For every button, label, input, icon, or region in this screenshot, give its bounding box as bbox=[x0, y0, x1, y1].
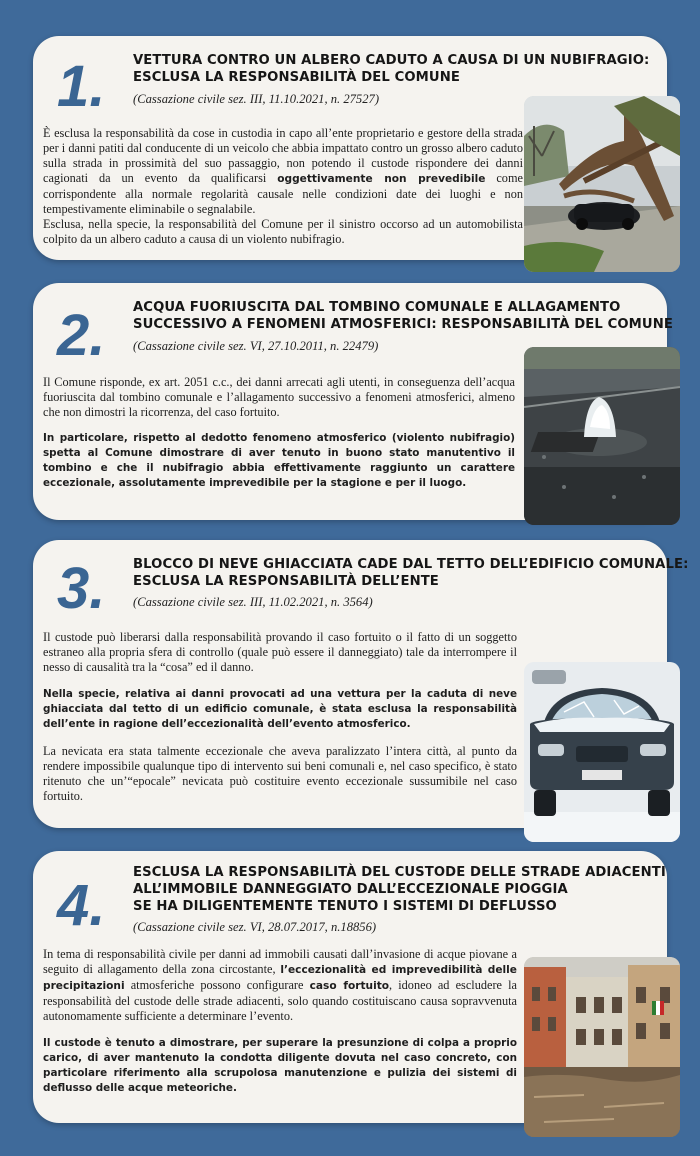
case-number: 3. bbox=[57, 556, 106, 621]
case-citation: (Cassazione civile sez. III, 11.02.2021, n. 3564) bbox=[133, 595, 373, 609]
case-body: È esclusa la responsabilità da cose in custodia in capo all’ente proprietario e gestore della strada per i danni patiti dal conducente di un veicolo che abbia impattato contro un grosso albero caduto sulla strada in prossimità del suo passaggio, non potendo il custode rispondere dei danni cagionati da un evento da qualificarsi oggettivamente non prevedibile come corrispondente alla normale regolarità causale nelle condizioni date dei luoghi e non tempestivamente eliminabile o segnalabile. Esclusa, nella specie, la responsabilità del Comune per il sinistro occorso ad un automobilista colpito da un albero caduto a causa di un violento nubifragio. bbox=[43, 126, 523, 246]
case-card-2 bbox=[33, 283, 673, 520]
fallen-tree-on-car-photo bbox=[524, 96, 680, 272]
case-body: In tema di responsabilità civile per danni ad immobili causati dall’invasione di acque piovane a seguito di allagamento della zona circostante, l’eccezionalità ed imprevedibilità delle precipitazioni atmosferiche possono configurare caso fortuito, idoneo ad escludere la responsabilità del custode delle strade adiacenti, solo quando costituiscano causa sopravvenuta autonomamente sufficiente a determinare l’evento. Il custode è tenuto a dimostrare, per superare la presunzione di colpa a proprio carico, di aver mantenuto la condotta diligente dovuta nel caso concreto, con particolare riferimento alla scrupolosa manutenzione e pulizia dei sistemi di deflusso delle acque meteoriche. bbox=[43, 947, 518, 1094]
case-number: 1. bbox=[57, 54, 106, 119]
case-card-1 bbox=[33, 36, 667, 260]
flooded-street-photo bbox=[524, 957, 680, 1137]
case-title: ESCLUSA LA RESPONSABILITÀ DEL CUSTODE DELLE STRADE ADIACENTI ALL’IMMOBILE DANNEGGIATO DALL’ECCEZIONALE PIOGGIA SE HA DILIGENTEMENTE TENUTO I SISTEMI DI DEFLUSSO bbox=[133, 865, 666, 914]
case-citation: (Cassazione civile sez. III, 11.10.2021, n. 27527) bbox=[133, 92, 380, 106]
case-body: Il Comune risponde, ex art. 2051 c.c., dei danni arrecati agli utenti, in conseguenza dell’acqua fuoriuscita dal tombino comunale e l’allagamento successivo a fenomeni atmosferici, almeno che non dimostri la ricorrenza, del caso fortuito. In particolare, rispetto al dedotto fenomeno atmosferico (violento nubifragio) spetta al Comune dimostrare di aver tenuto in buono stato manutentivo il tombino e che il nubifragio abbia effettivamente raggiunto un carattere eccezionale, assolutamente imprevedibile per la stagione e per il luogo. bbox=[43, 375, 515, 489]
case-card-3 bbox=[33, 540, 689, 828]
case-number: 4. bbox=[57, 873, 106, 938]
case-citation: (Cassazione civile sez. VI, 28.07.2017, n.18856) bbox=[133, 920, 377, 934]
case-title: BLOCCO DI NEVE GHIACCIATA CADE DAL TETTO DELL’EDIFICIO COMUNALE: ESCLUSA LA RESPONSABILITÀ DELL’ENTE bbox=[133, 557, 689, 589]
overflowing-manhole-photo bbox=[524, 347, 680, 525]
case-title: VETTURA CONTRO UN ALBERO CADUTO A CAUSA DI UN NUBIFRAGIO: ESCLUSA LA RESPONSABILITÀ DEL COMUNE bbox=[133, 53, 650, 85]
case-body: Il custode può liberarsi dalla responsabilità provando il caso fortuito o il fatto di un soggetto estraneo alla propria sfera di controllo (quale può essere il danneggiato) tale da interrompere il nesso di causalità tra la “cosa” ed il danno. Nella specie, relativa ai danni provocati ad una vettura per la caduta di neve ghiacciata dal tetto di un edificio comunale, è stata esclusa la responsabilità dell’ente in ragione dell’eccezionalità dell’evento atmosferico. La nevicata era stata talmente eccezionale che aveva paralizzato l’intera città, al punto da rendere impossibile qualunque tipo di intervento sui beni comunali e, nel caso specifico, è stato ritenuto che un’“epocale” nevicata può costituire evento eccezionale sussumibile nel caso fortuito. bbox=[43, 630, 517, 803]
case-number: 2. bbox=[57, 303, 106, 368]
snow-damaged-car-photo bbox=[524, 662, 680, 842]
case-title: ACQUA FUORIUSCITA DAL TOMBINO COMUNALE E ALLAGAMENTO SUCCESSIVO A FENOMENI ATMOSFERICI: RESPONSABILITÀ DEL COMUNE bbox=[133, 300, 673, 332]
case-card-4 bbox=[33, 851, 667, 1123]
case-citation: (Cassazione civile sez. VI, 27.10.2011, n. 22479) bbox=[133, 339, 379, 353]
